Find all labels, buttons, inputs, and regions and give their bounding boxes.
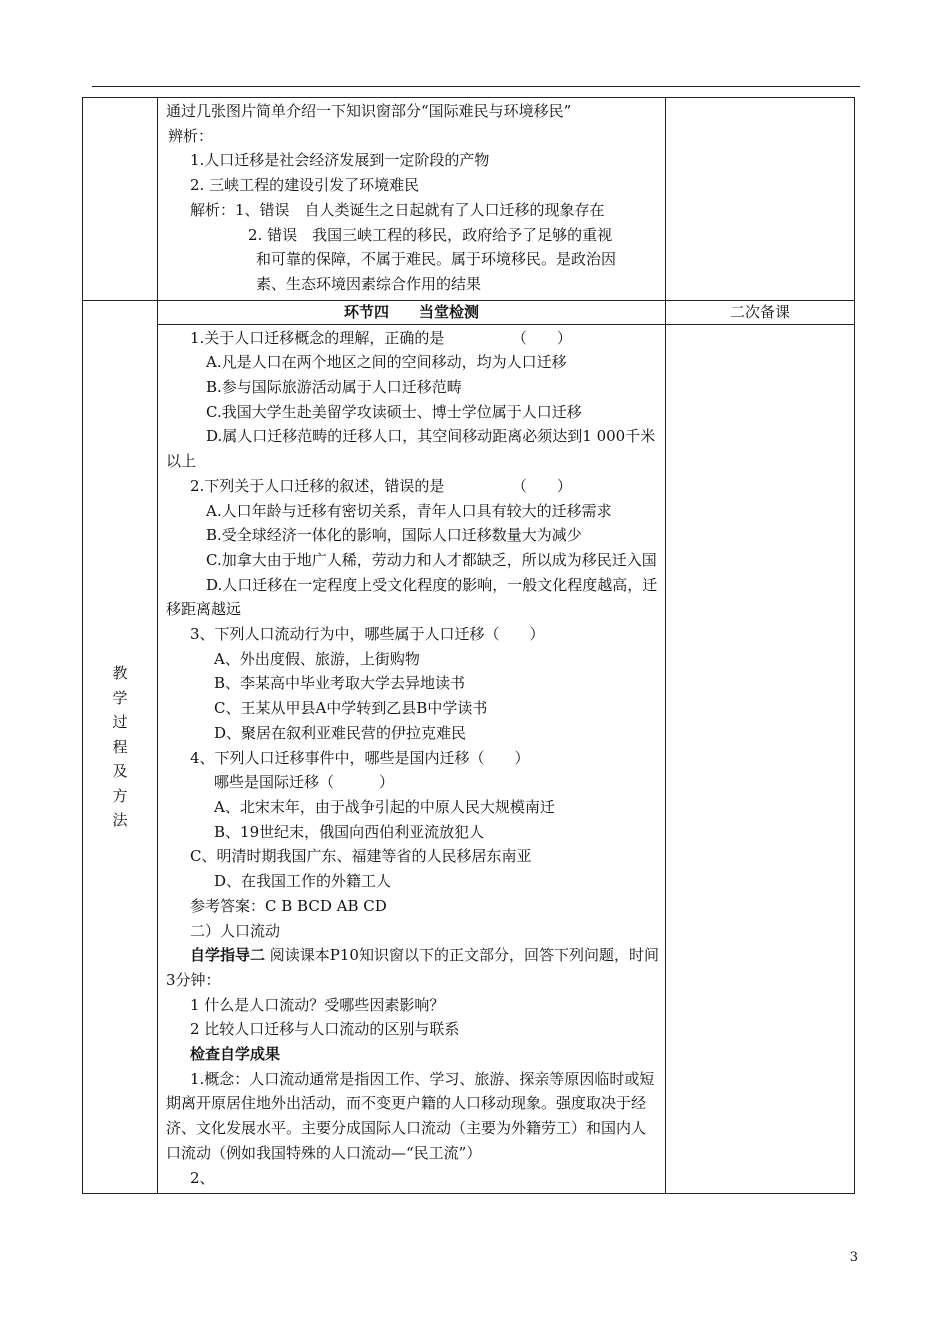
option: D.人口迁移在一定程度上受文化程度的影响，一般文化程度越高，迁移距离越远 [166,575,658,619]
table-row-content [83,324,855,1194]
header-rule [92,86,860,87]
option: A、外出度假、旅游，上街购物 [214,649,420,668]
notes-cell-main [666,324,855,1194]
option: C.加拿大由于地广人稀，劳动力和人才都缺乏，所以成为移民迁入国 [206,550,657,569]
text-line: 解析：1、错误 自人类诞生之日起就有了人口迁移的现象存在 [190,200,605,219]
content-cell-top [158,98,666,301]
question-4-sub: 哪些是国际迁移（ ） [214,773,395,792]
text-line: 2. 错误 我国三峡工程的移民，政府给予了足够的重视 [248,225,613,244]
side-label-cell [83,300,158,1194]
table-row-main [83,300,855,324]
text-line: 1.人口迁移是社会经济发展到一定阶段的产物 [190,151,490,170]
self-study-guide [166,943,659,992]
side-label: 教 学 过 程 及 方 法 [112,664,128,830]
part2-heading: 二）人口流动 [190,921,281,940]
side-cell-empty [83,98,158,301]
text-line: 素、生态环境因素综合作用的结果 [256,274,482,293]
option: A.人口年龄与迁移有密切关系，青年人口具有较大的迁移需求 [206,501,612,520]
option: D、在我国工作的外籍工人 [214,872,392,891]
option: B.参与国际旅游活动属于人口迁移范畴 [206,378,462,397]
option: B、李某高中毕业考取大学去异地读书 [214,674,466,693]
guide-item-1: 1 什么是人口流动？受哪些因素影响？ [190,995,445,1014]
content-cell-main [158,324,666,1194]
guide-label: 自学指导二 [190,946,266,965]
option: D、聚居在叙利亚难民营的伊拉克难民 [214,723,467,742]
concept-paragraph: 1.概念：人口流动通常是指因工作、学习、旅游、探亲等原因临时或短期离开原居住地外出活动，而不变更户籍的人口移动现象。强度取决于经济、文化发展水平。主要分成国际人口流动（主要为外籍劳工）和国内人口流动（例如我国特殊的人口流动—“民工流”） [166,1069,655,1162]
option: C、明清时期我国广东、福建等省的人民移居东南亚 [190,847,532,866]
notes-cell-top [666,98,855,301]
option: C、王某从甲县A中学转到乙县B中学读书 [214,699,488,718]
page-number: 3 [849,1250,858,1265]
guide-item-2: 2 比较人口迁移与人口流动的区别与联系 [190,1020,460,1039]
option: C.我国大学生赴美留学攻读硕士、博士学位属于人口迁移 [206,402,582,421]
question-2: 2.下列关于人口迁移的叙述，错误的是 （ ） [190,476,572,495]
text-line: 和可靠的保障，不属于难民。属于环境移民。是政治因 [256,250,617,269]
section-header: 环节四 当堂检测 [158,300,666,324]
reference-answer: 参考答案：C B BCD AB CD [190,896,387,915]
option: B.受全球经济一体化的影响，国际人口迁移数量大为减少 [206,526,582,545]
text-line: 2. 三峡工程的建设引发了环境难民 [190,176,420,195]
question-4: 4、下列人口迁移事件中，哪些是国内迁移（ ） [190,748,530,767]
check-results-heading: 检查自学成果 [190,1045,281,1064]
table-row-continuation [83,98,855,301]
guide-text: 阅读课本P10知识窗以下的正文部分，回答下列问题，时间3分钟： [166,946,659,989]
question-3: 3、下列人口流动行为中，哪些属于人口迁移（ ） [190,625,545,644]
text-line: 辨析： [168,126,214,145]
item-2-start: 2、 [190,1168,215,1187]
option: D.属人口迁移范畴的迁移人口，其空间移动距离必须达到1 000千米以上 [166,427,656,471]
option: A.凡是人口在两个地区之间的空间移动，均为人口迁移 [206,353,567,372]
option: B、19世纪末，俄国向西伯利亚流放犯人 [214,822,485,841]
second-prep-header: 二次备课 [666,300,855,324]
option: A、北宋末年，由于战争引起的中原人民大规模南迁 [214,797,555,816]
lesson-plan-table [82,97,855,1194]
question-1: 1.关于人口迁移概念的理解，正确的是 （ ） [190,328,572,347]
text-line: 通过几张图片简单介绍一下知识窗部分“国际难民与环境移民” [166,102,572,120]
